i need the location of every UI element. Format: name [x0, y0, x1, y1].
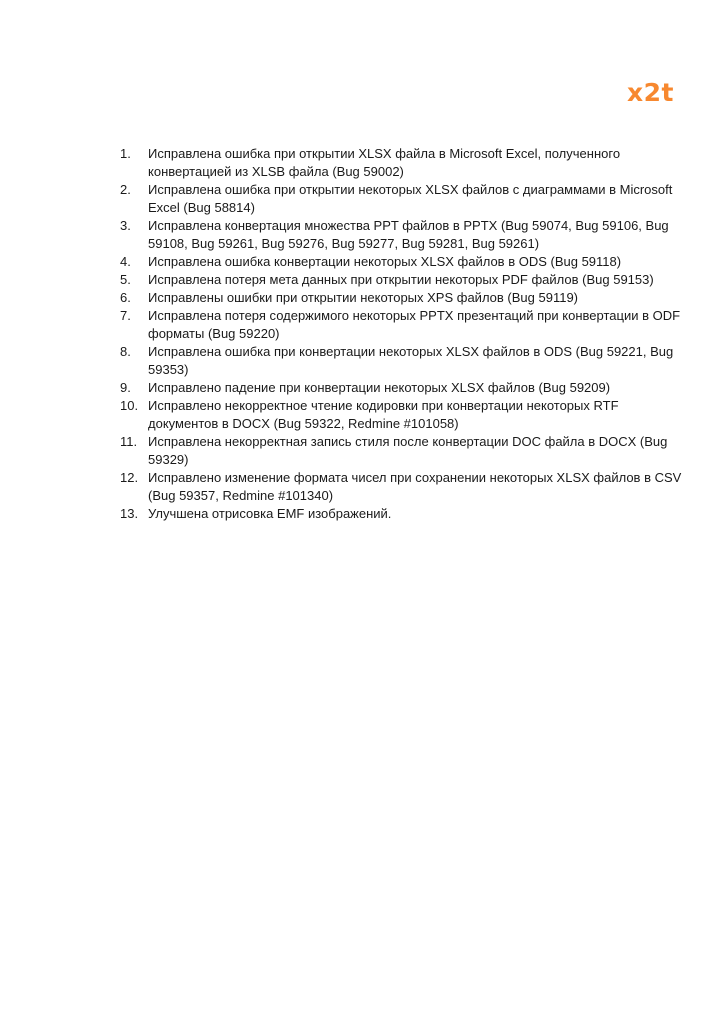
list-item: [100, 505, 690, 523]
item-number: 11.: [120, 434, 138, 449]
item-text: Исправлена потеря содержимого некоторых PPTX презентаций при конвертации в ODF форматы (Bug 59220): [148, 308, 681, 341]
item-number: 9.: [120, 380, 131, 395]
item-text: Исправлена ошибка конвертации некоторых XLSX файлов в ODS (Bug 59118): [148, 254, 622, 269]
item-number: 12.: [120, 470, 139, 485]
item-number: 3.: [120, 218, 131, 233]
list-item: [100, 469, 690, 505]
item-number: 6.: [120, 290, 131, 305]
item-text: Исправлено некорректное чтение кодировки при конвертации некоторых RTF документов в DOCX (Bug 59322, Redmine #101058): [148, 398, 619, 431]
item-number: 5.: [120, 272, 131, 287]
item-number: 2.: [120, 182, 131, 197]
list-item: [100, 433, 690, 469]
item-text: Исправлена потеря мета данных при открытии некоторых PDF файлов (Bug 59153): [148, 272, 654, 287]
item-number: 4.: [120, 254, 131, 269]
list-item: [100, 397, 690, 433]
item-text: Исправлены ошибки при открытии некоторых XPS файлов (Bug 59119): [148, 290, 579, 305]
item-text: Исправлена конвертация множества PPT файлов в PPTX (Bug 59074, Bug 59106, Bug 59108, Bug 59261, Bug 59276, Bug 59277, Bug 59281, Bug 59261): [148, 218, 669, 251]
x2t-logo: x2t: [627, 78, 674, 107]
item-number: 1.: [120, 146, 131, 161]
list-item: [100, 181, 690, 217]
list-item: [100, 343, 690, 379]
item-number: 13.: [120, 506, 139, 521]
item-text: Исправлена ошибка при открытии XLSX файла в Microsoft Excel, полученного конвертацией из XLSB файла (Bug 59002): [148, 146, 621, 179]
item-text: Исправлена некорректная запись стиля после конвертации DOC файла в DOCX (Bug 59329): [148, 434, 668, 467]
list-item: [100, 271, 690, 289]
list-item: [100, 307, 690, 343]
list-item: [100, 217, 690, 253]
list-item: [100, 145, 690, 181]
item-number: 7.: [120, 308, 131, 323]
item-text: Исправлена ошибка при конвертации некоторых XLSX файлов в ODS (Bug 59221, Bug 59353): [148, 344, 674, 377]
item-text: Исправлено изменение формата чисел при сохранении некоторых XLSX файлов в CSV (Bug 59357, Redmine #101340): [148, 470, 682, 503]
item-number: 10.: [120, 398, 139, 413]
item-number: 8.: [120, 344, 131, 359]
list-item: [100, 289, 690, 307]
list-item: [100, 253, 690, 271]
item-text: Улучшена отрисовка EMF изображений.: [148, 506, 392, 521]
item-text: Исправлена ошибка при открытии некоторых XLSX файлов с диаграммами в Microsoft Excel (Bug 58814): [148, 182, 673, 215]
list-item: [100, 379, 690, 397]
item-text: Исправлено падение при конвертации некоторых XLSX файлов (Bug 59209): [148, 380, 611, 395]
changelog-list: [100, 145, 690, 523]
